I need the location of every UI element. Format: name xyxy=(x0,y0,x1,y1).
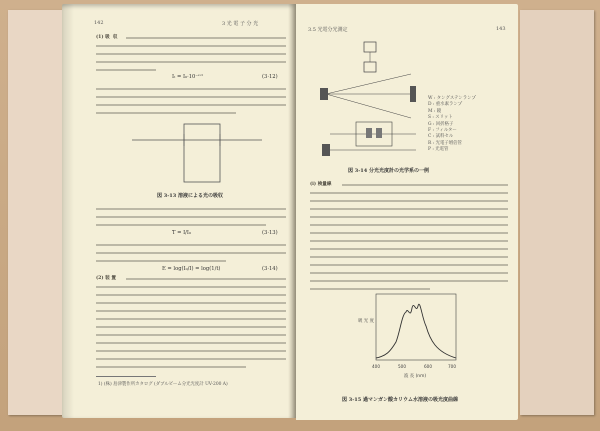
text-line xyxy=(96,294,286,296)
text-line xyxy=(310,256,508,258)
legend-item: D : 重水素ランプ xyxy=(428,102,463,108)
text-line xyxy=(96,244,286,246)
y-axis-label: 吸 光 度 xyxy=(358,319,374,324)
detector xyxy=(322,144,330,156)
mirror xyxy=(410,86,416,102)
text-line xyxy=(310,232,508,234)
grating xyxy=(320,88,328,100)
text-line xyxy=(310,224,508,226)
text-line xyxy=(96,310,286,312)
text-line xyxy=(96,326,286,328)
legend-item: F : フィルター xyxy=(428,128,457,134)
beam xyxy=(326,74,411,94)
x-axis-label: 波 長 (nm) xyxy=(404,374,427,379)
legend-item: P : 光電管 xyxy=(428,147,449,153)
x-tick-label: 700 xyxy=(448,364,456,369)
text-line xyxy=(96,366,246,368)
text-line xyxy=(96,104,286,106)
page-number-right: 143 xyxy=(496,26,506,32)
text-line xyxy=(310,208,508,210)
text-line xyxy=(126,37,286,39)
figure-3-15 xyxy=(356,292,466,384)
legend-item: R : 光電子増倍管 xyxy=(428,140,462,146)
x-tick-label: 400 xyxy=(372,364,380,369)
section-2-label: (2) 装 置 xyxy=(96,276,116,281)
plot-frame xyxy=(376,294,456,360)
text-line xyxy=(96,342,286,344)
x-tick-label: 600 xyxy=(424,364,432,369)
figure-3-14-caption: 図 3-14 分光光度計の光学系の一例 xyxy=(348,168,429,174)
formula-2-number: (3·13) xyxy=(262,230,278,236)
page-shadow xyxy=(62,4,74,418)
text-line xyxy=(310,200,508,202)
text-line xyxy=(310,280,508,282)
text-line xyxy=(126,278,286,280)
formula-1-number: (3·12) xyxy=(262,74,278,80)
x-tick-label: 500 xyxy=(398,364,406,369)
section-label: (1) 吸 収 xyxy=(96,35,118,40)
text-line xyxy=(96,88,286,90)
formula-1: Iₜ = I₀·10⁻ᵋᶜˡ xyxy=(172,74,203,80)
legend-item: W : タングステンランプ xyxy=(428,96,476,101)
cell-outline xyxy=(184,124,220,182)
legend-item: M : 鏡 xyxy=(428,108,442,114)
text-line xyxy=(310,216,508,218)
formula-3: E = log(I₀/I) = log(1/t) xyxy=(162,266,221,272)
text-line xyxy=(96,358,286,360)
right-page xyxy=(296,4,518,420)
text-line xyxy=(310,264,508,266)
footnote-rule xyxy=(96,376,156,377)
text-line xyxy=(96,208,286,210)
figure-3-14 xyxy=(316,38,426,164)
text-line xyxy=(96,216,286,218)
text-line xyxy=(96,69,156,71)
text-line xyxy=(96,318,286,320)
text-line xyxy=(96,350,286,352)
lamp-w xyxy=(364,42,376,52)
text-line xyxy=(96,45,286,47)
beam xyxy=(326,94,411,118)
sample-cell xyxy=(366,128,372,138)
figure-3-14-legend xyxy=(428,96,476,154)
text-line xyxy=(96,286,286,288)
figure-3-15-caption: 図 3-15 過マンガン酸カリウム水溶液の吸光度曲線 xyxy=(342,397,458,403)
text-line xyxy=(96,252,286,254)
text-line xyxy=(310,240,508,242)
text-line xyxy=(310,272,508,274)
running-head-right: 3.5 光電分光測定 xyxy=(308,27,348,33)
book-cover-right xyxy=(520,10,594,415)
formula-2: T = I/I₀ xyxy=(172,230,192,236)
text-line xyxy=(96,53,286,55)
footnote: 1) (株) 島津製作所カタログ (ダブルビーム分光光度計 UV-200 A) xyxy=(98,382,228,387)
text-line xyxy=(96,96,286,98)
text-line xyxy=(96,61,286,63)
figure-3-13 xyxy=(122,120,272,192)
figure-3-13-caption: 図 3-13 溶液による光の吸収 xyxy=(157,193,223,199)
text-line xyxy=(310,192,508,194)
text-line xyxy=(96,260,226,262)
formula-3-number: (3·14) xyxy=(262,266,278,272)
running-head-left: 3 光 電 子 分 光 xyxy=(222,21,259,27)
text-line xyxy=(310,248,508,250)
left-page xyxy=(62,4,296,418)
text-line xyxy=(96,112,236,114)
text-line xyxy=(96,224,266,226)
absorption-curve xyxy=(376,304,456,358)
legend-item: S : スリット xyxy=(428,115,453,121)
text-line xyxy=(342,184,508,186)
text-line xyxy=(96,302,286,304)
page-number-left: 142 xyxy=(94,20,104,26)
lamp-d xyxy=(364,62,376,72)
reference-cell xyxy=(376,128,382,138)
text-line xyxy=(96,334,286,336)
legend-item: G : 回折格子 xyxy=(428,121,454,127)
legend-item: C : 試料セル xyxy=(428,134,454,140)
subsection-label: (i) 検量線 xyxy=(310,182,332,187)
text-line xyxy=(310,288,430,290)
